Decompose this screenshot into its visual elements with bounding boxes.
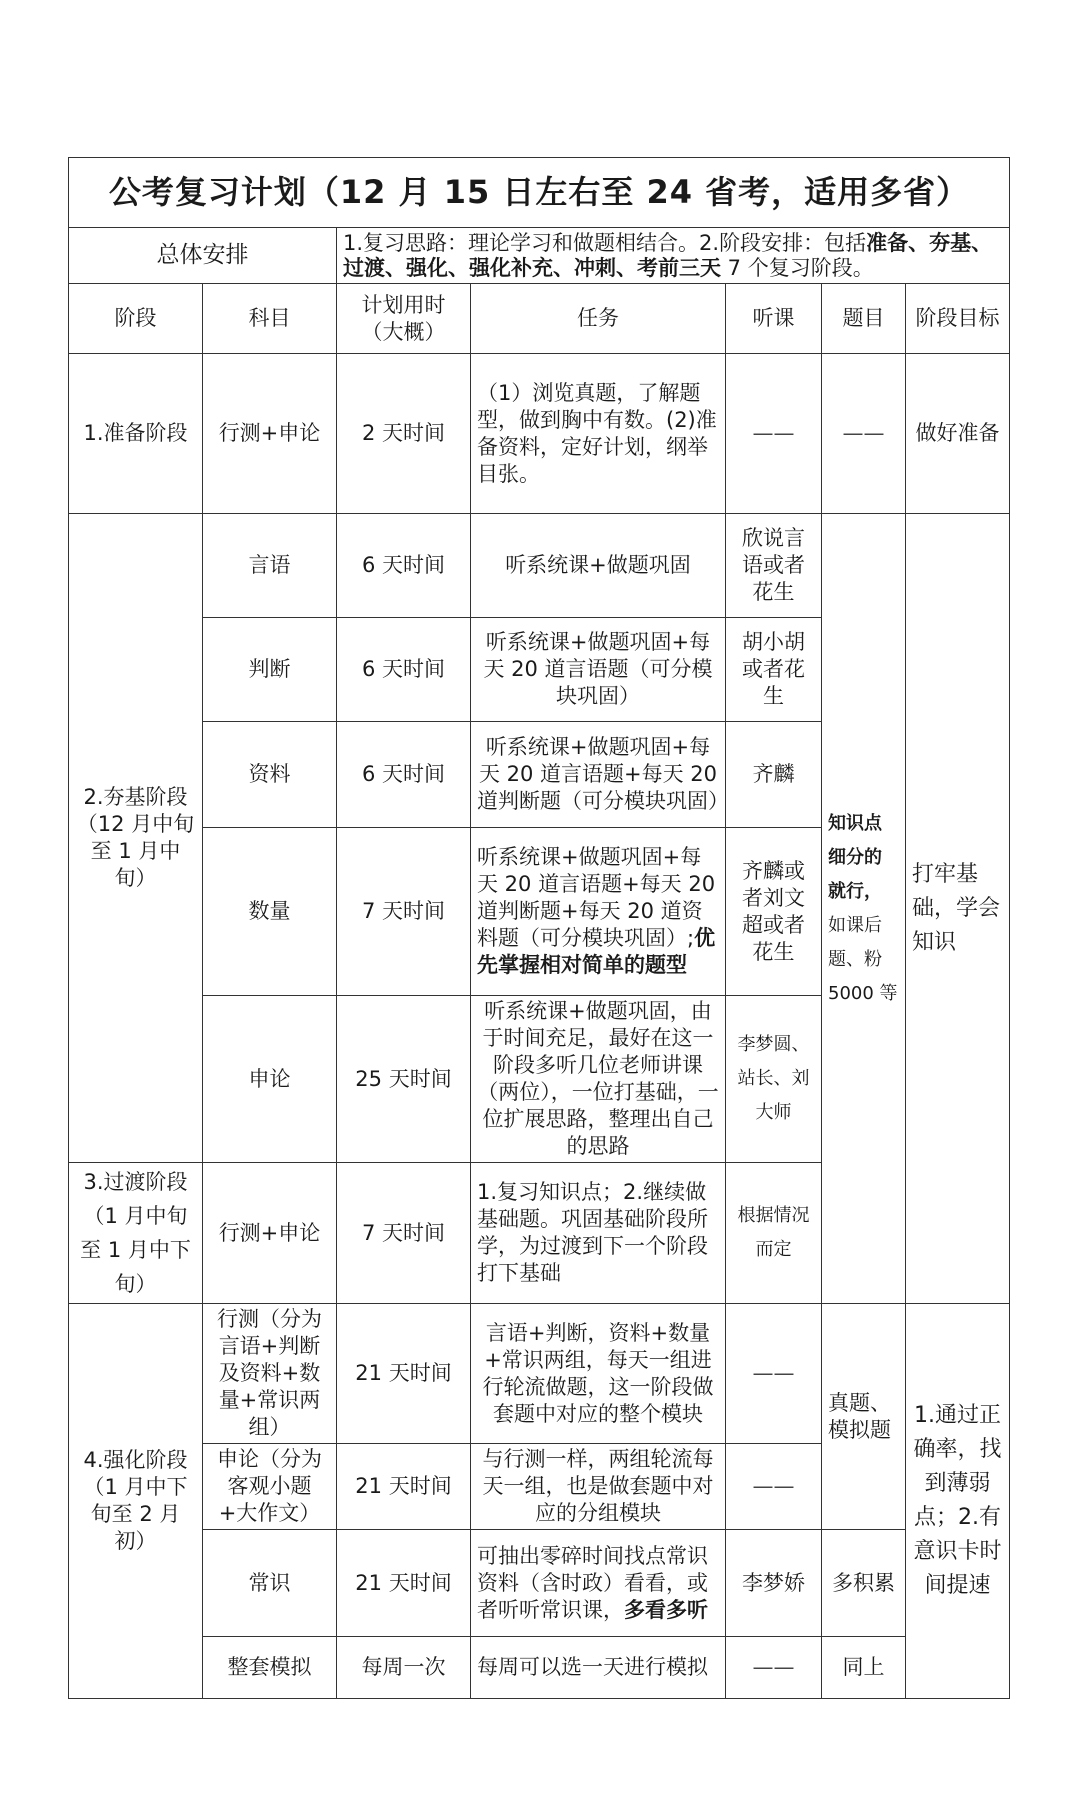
time-cell: 6 天时间: [337, 722, 471, 828]
goal-cell: 做好准备: [906, 354, 1010, 514]
time-cell: 7 天时间: [337, 828, 471, 996]
overview-row: [69, 228, 1010, 284]
time-cell: 每周一次: [337, 1637, 471, 1699]
lecture-cell: 李梦圆、站长、刘大师: [726, 996, 822, 1163]
page-title: 公考复习计划（12 月 15 日左右至 24 省考，适用多省）: [69, 158, 1010, 228]
task-cell: 每周可以选一天进行模拟: [471, 1637, 726, 1699]
table-row: [69, 514, 1010, 618]
subject-cell: 行测（分为言语+判断及资料+数量+常识两组）: [203, 1304, 337, 1444]
table-row: [69, 1637, 1010, 1699]
goal-cell: 1.通过正确率，找到薄弱点；2.有意识卡时间提速: [906, 1304, 1010, 1699]
header-stage: 阶段: [69, 284, 203, 354]
title-row: [69, 158, 1010, 228]
lecture-cell: 根据情况而定: [726, 1163, 822, 1304]
subject-cell: 行测+申论: [203, 1163, 337, 1304]
header-task: 任务: [471, 284, 726, 354]
questions-rest: 如课后题、粉 5000 等: [828, 914, 898, 1004]
subject-cell: 资料: [203, 722, 337, 828]
subject-cell: 整套模拟: [203, 1637, 337, 1699]
header-questions: 题目: [822, 284, 906, 354]
study-plan-sheet: [68, 157, 1009, 1699]
task-cell: 听系统课+做题巩固，由于时间充足，最好在这一阶段多听几位老师讲课（两位），一位打基础，一位扩展思路，整理出自己的思路: [471, 996, 726, 1163]
lecture-cell: 欣说言语或者花生: [726, 514, 822, 618]
time-cell: 6 天时间: [337, 618, 471, 722]
task-cell: 听系统课+做题巩固: [471, 514, 726, 618]
subject-cell: 言语: [203, 514, 337, 618]
task-cell: 与行测一样，两组轮流每天一组，也是做套题中对应的分组模块: [471, 1444, 726, 1530]
lecture-cell: ——: [726, 1444, 822, 1530]
plan-table: [68, 157, 1010, 1699]
time-cell: 21 天时间: [337, 1444, 471, 1530]
table-row: [69, 1304, 1010, 1444]
time-cell: 6 天时间: [337, 514, 471, 618]
questions-cell: [822, 514, 906, 1304]
table-row: [69, 1530, 1010, 1637]
questions-cell: 多积累: [822, 1530, 906, 1637]
questions-cell: 同上: [822, 1637, 906, 1699]
header-goal: 阶段目标: [906, 284, 1010, 354]
task-bold: 优先掌握相对简单的题型: [477, 926, 716, 977]
header-lecture: 听课: [726, 284, 822, 354]
subject-cell: 数量: [203, 828, 337, 996]
task-cell: [471, 1530, 726, 1637]
task-cell: 听系统课+做题巩固+每天 20 道言语题（可分模块巩固）: [471, 618, 726, 722]
stage-cell: 1.准备阶段: [69, 354, 203, 514]
task-cell: 言语+判断，资料+数量+常识两组，每天一组进行轮流做题，这一阶段做套题中对应的整个模块: [471, 1304, 726, 1444]
subject-cell: 常识: [203, 1530, 337, 1637]
time-cell: 21 天时间: [337, 1304, 471, 1444]
overview-text-b: 7 个复习阶段。: [721, 255, 874, 280]
header-time: 计划用时（大概）: [337, 284, 471, 354]
header-subject: 科目: [203, 284, 337, 354]
header-row: [69, 284, 1010, 354]
overview-text: [337, 228, 1010, 284]
goal-cell: 打牢基础，学会知识: [906, 514, 1010, 1304]
questions-cell: 真题、模拟题: [822, 1304, 906, 1530]
overview-label: 总体安排: [69, 228, 337, 284]
lecture-cell: ——: [726, 1304, 822, 1444]
task-cell: （1）浏览真题，了解题型，做到胸中有数。(2)准备资料，定好计划，纲举目张。: [471, 354, 726, 514]
time-cell: 7 天时间: [337, 1163, 471, 1304]
task-text: 听系统课+做题巩固+每天 20 道言语题+每天 20 道判断题+每天 20 道资料题（可分模块巩固）;: [477, 845, 716, 950]
lecture-cell: 胡小胡或者花生: [726, 618, 822, 722]
time-cell: 25 天时间: [337, 996, 471, 1163]
lecture-cell: 齐麟: [726, 722, 822, 828]
task-cell: 1.复习知识点；2.继续做基础题。巩固基础阶段所学，为过渡到下一个阶段打下基础: [471, 1163, 726, 1304]
task-text: 可抽出零碎时间找点常识资料（含时政）看看，或者听听常识课，: [477, 1543, 708, 1622]
table-row: [69, 354, 1010, 514]
lecture-cell: 李梦娇: [726, 1530, 822, 1637]
lecture-cell: ——: [726, 1637, 822, 1699]
subject-cell: 申论: [203, 996, 337, 1163]
overview-text-a: 1.复习思路：理论学习和做题相结合。2.阶段安排：包括: [343, 230, 867, 255]
subject-cell: 判断: [203, 618, 337, 722]
overview-text-bold: 准备、夯基、过渡、强化、强化补充、冲刺、考前三天: [343, 230, 993, 280]
questions-bold: 知识点细分的就行，: [828, 812, 882, 902]
lecture-cell: ——: [726, 354, 822, 514]
subject-cell: 申论（分为客观小题+大作文）: [203, 1444, 337, 1530]
stage-cell: 3.过渡阶段（1 月中旬至 1 月中下旬）: [69, 1163, 203, 1304]
stage-cell: 4.强化阶段（1 月中下旬至 2 月初）: [69, 1304, 203, 1699]
time-cell: 2 天时间: [337, 354, 471, 514]
task-cell: 听系统课+做题巩固+每天 20 道言语题+每天 20 道判断题（可分模块巩固）: [471, 722, 726, 828]
questions-cell: ——: [822, 354, 906, 514]
subject-cell: 行测+申论: [203, 354, 337, 514]
task-cell: [471, 828, 726, 996]
task-bold: 多看多听: [624, 1597, 708, 1622]
lecture-cell: 齐麟或者刘文超或者花生: [726, 828, 822, 996]
time-cell: 21 天时间: [337, 1530, 471, 1637]
stage-cell: 2.夯基阶段（12 月中旬至 1 月中旬）: [69, 514, 203, 1163]
